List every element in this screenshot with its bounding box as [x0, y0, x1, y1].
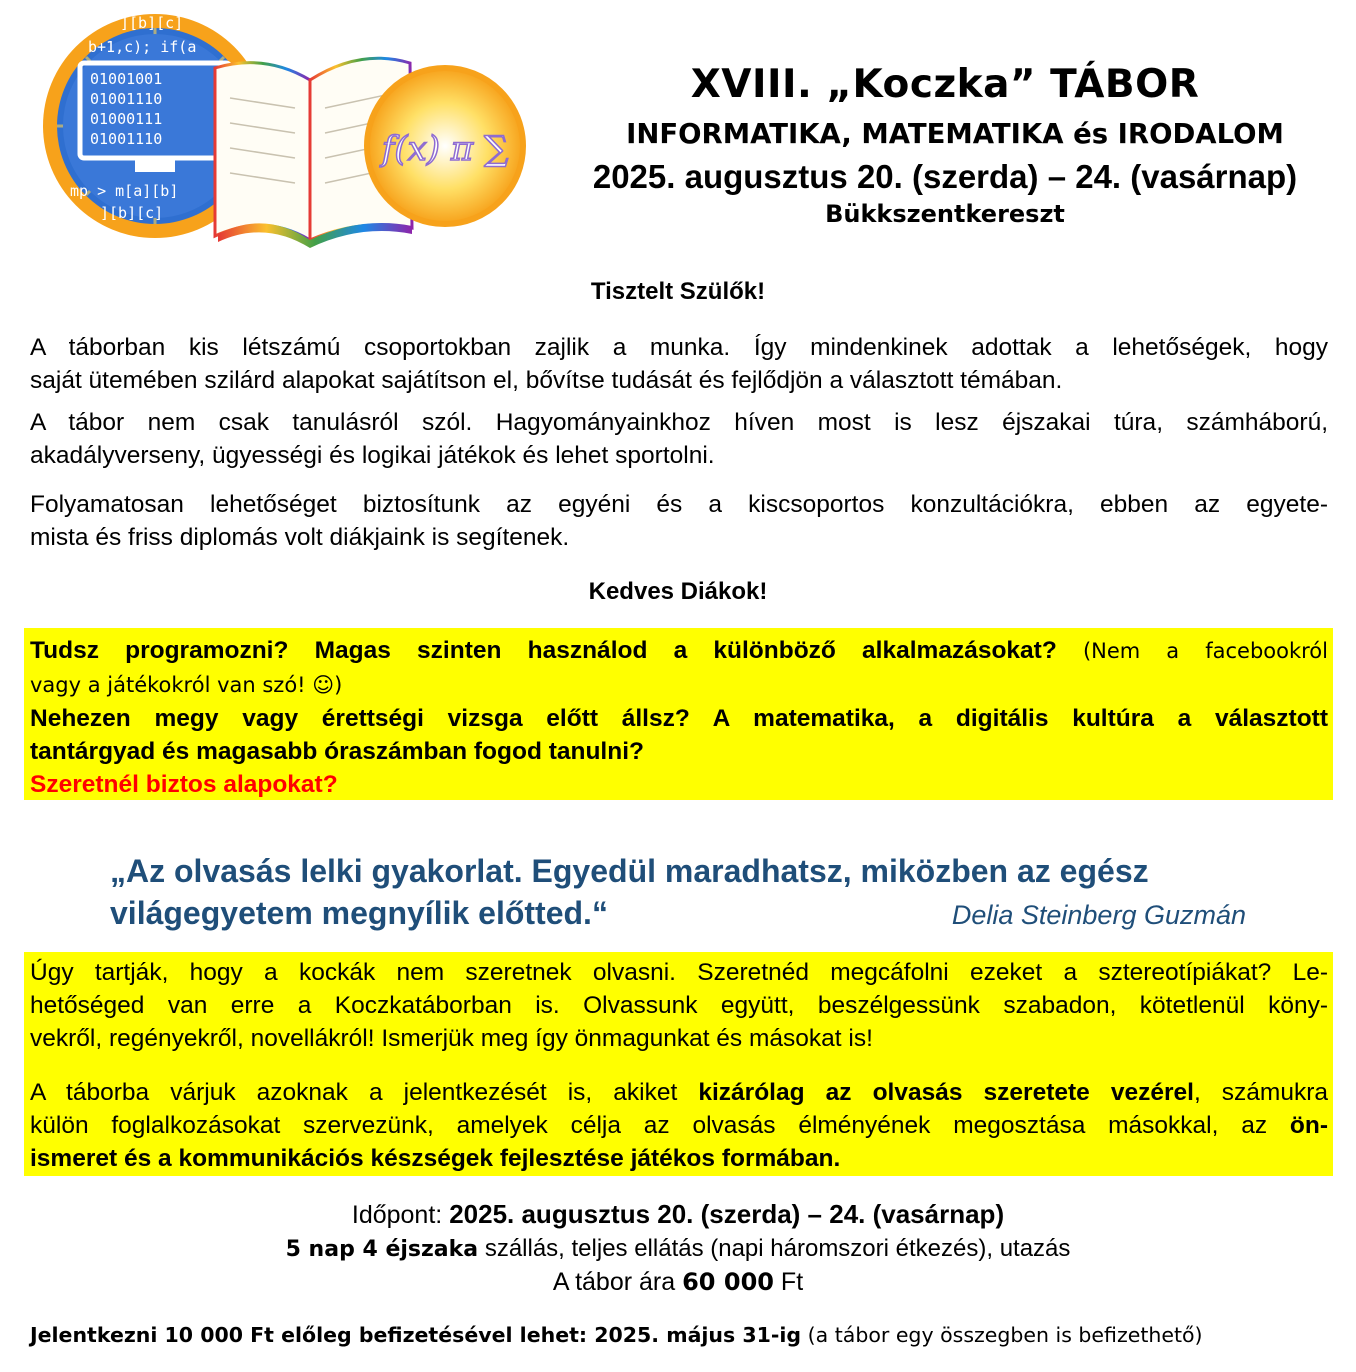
- logo-code-text: b+1,c); if(a: [88, 38, 197, 56]
- application-info: Jelentkezni 10 000 Ft előleg befizetésével lehet: 2025. május 31-ig (a tábor egy összegben is befizethető): [30, 1323, 1203, 1347]
- camp-logo: [40, 8, 530, 248]
- camp-dates: 2025. augusztus 20. (szerda) – 24. (vasárnap): [592, 158, 1298, 195]
- alert-question: Szeretnél biztos alapokat?: [30, 771, 338, 798]
- logo-code-text: ][b][c]: [120, 14, 184, 32]
- parents-heading: Tisztelt Szülők!: [590, 278, 766, 305]
- students-heading: Kedves Diákok!: [588, 578, 768, 605]
- logo-code-text: ][b][c]: [100, 204, 164, 222]
- logo-code-text: 01001001: [90, 70, 163, 88]
- reading-paragraph-1: Úgy tartják, hogy a kockák nem szeretnek olvasni. Szeretnéd megcáfolni ezeket a sztereotípiákat? Le- hetőséged van erre a Koczkatáborban is. Olvassunk együtt, beszélgessünk szabadon, kötetlenül köny- vekről, regényekről, novellákról! Ismerjük meg így önmagunkat és másokat is!: [30, 959, 1328, 1052]
- parents-paragraph-2: A tábor nem csak tanulásról szól. Hagyományainkhoz híven most is lesz éjszakai túra, számháború, akadályverseny, ügyességi és logikai játékok és lehet sportolni.: [30, 409, 1328, 469]
- camp-subjects: INFORMATIKA, MATEMATIKA és IRODALOM: [626, 118, 1284, 150]
- parents-paragraph-1: A táborban kis létszámú csoportokban zajlik a munka. Így mindenkinek adottak a lehetőségek, hogy saját ütemében szilárd alapokat sajátítson el, bővítse tudását és fejlődjön a választott témában.: [30, 334, 1328, 394]
- parents-paragraph-3: Folyamatosan lehetőséget biztosítunk az egyéni és a kiscsoportos konzultációkra, ebben az egyete- mista és friss diplomás volt diákjaink is segítenek.: [30, 491, 1328, 551]
- logo-code-text: 01000111: [90, 110, 163, 128]
- logo-code-text: 01001110: [90, 130, 163, 148]
- reading-paragraph-2: A táborba várjuk azoknak a jelentkezését is, akiket kizárólag az olvasás szeretete vezérel, számukra külön foglalkozásokat szervezünk, amelyek célja az olvasás élményének megosztása másokkal, az ön- ismeret és a kommunikációs készségek fejlesztése játékos formában.: [30, 1079, 1329, 1172]
- quote-block: [110, 850, 1246, 936]
- quote-line-2: világegyetem megnyílik előtted.“: [110, 895, 608, 931]
- quote-author: Delia Steinberg Guzmán: [951, 900, 1246, 930]
- camp-location: Bükkszentkereszt: [825, 200, 1065, 228]
- quote-line-1: „Az olvasás lelki gyakorlat. Egyedül maradhatsz, miközben az egész: [110, 853, 1149, 889]
- math-disc-icon: [367, 68, 523, 224]
- camp-title: XVIII. „Koczka” TÁBOR: [690, 62, 1200, 107]
- camp-price: A tábor ára 60 000 Ft: [552, 1268, 804, 1296]
- logo-formula-text: f(x) π ∑: [381, 129, 509, 169]
- logo-code-text: mp > m[a][b]: [70, 182, 179, 200]
- logo-code-text: 01001110: [90, 90, 163, 108]
- camp-stay: 5 nap 4 éjszaka szállás, teljes ellátás (napi háromszori étkezés), utazás: [285, 1235, 1071, 1262]
- students-questions: Tudsz programozni? Magas szinten használod a különböző alkalmazásokat? (Nem a facebookról vagy a játékokról van szó! ☺) Nehezen megy vagy érettségi vizsga előtt állsz? A matematika, a digitális kultúra a választott tantárgyad és magasabb óraszámban fogod tanulni? Szeretnél biztos alapokat?: [30, 634, 1328, 801]
- camp-time: Időpont: 2025. augusztus 20. (szerda) – 24. (vasárnap): [351, 1199, 1005, 1229]
